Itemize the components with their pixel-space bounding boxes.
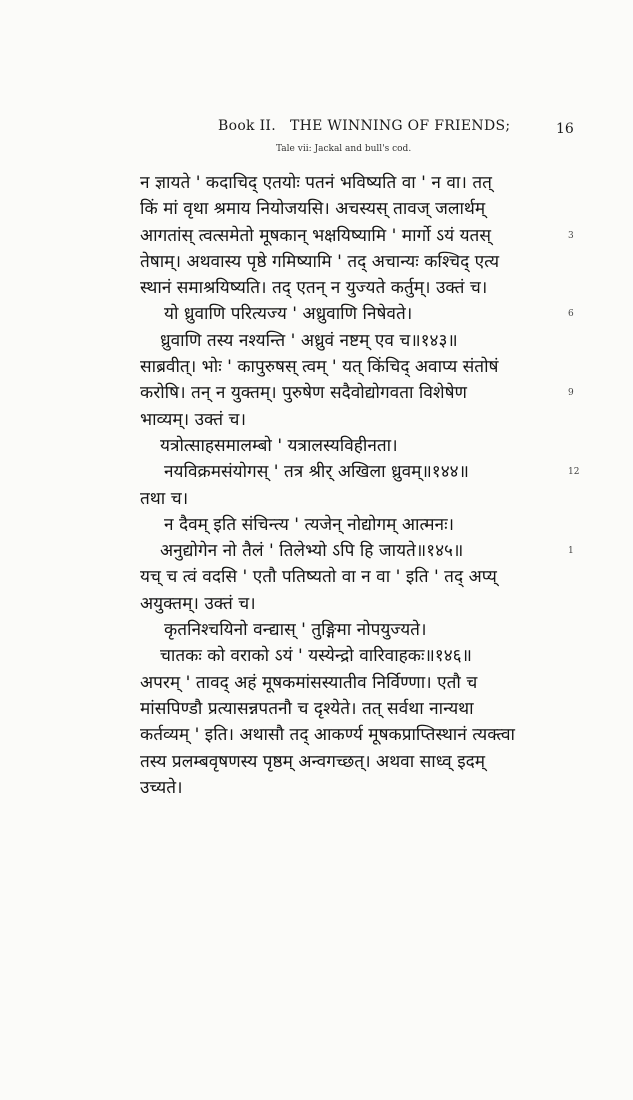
line-text: अपरम् ' तावद् अहं मूषकमांसस्यातीव निर्विण्णा। एतौ च bbox=[140, 672, 478, 693]
page-number: 16 bbox=[556, 121, 574, 137]
prose-line bbox=[140, 196, 570, 222]
prose-line bbox=[140, 564, 570, 590]
line-number-marker: 3 bbox=[568, 230, 574, 241]
line-text: साब्रवीत्। भोः ' कापुरुषस् त्वम् ' यत् किंचिद् अवाप्य संतोषं bbox=[140, 357, 499, 378]
verse-line bbox=[140, 617, 570, 643]
line-number-marker: 9 bbox=[568, 388, 574, 399]
prose-line bbox=[140, 670, 570, 696]
line-text: किं मां वृथा श्रमाय नियोजयसि। अचस्यस् तावज् जलार्थम् bbox=[140, 199, 486, 220]
line-number-marker: 6 bbox=[568, 309, 574, 320]
line-text: न ज्ञायते ' कदाचिद् एतयोः पतनं भविष्यति वा ' न वा। तत् bbox=[140, 173, 492, 193]
prose-line bbox=[140, 486, 570, 512]
prose-line bbox=[140, 249, 570, 275]
prose-line bbox=[140, 170, 570, 196]
line-number-marker: 1 bbox=[568, 546, 574, 557]
prose-line bbox=[140, 380, 574, 406]
prose-line bbox=[140, 696, 570, 722]
line-text: चातकः को वराको ऽयं ' यस्येन्द्रो वारिवाहकः॥१४६॥ bbox=[160, 646, 472, 667]
prose-line bbox=[140, 407, 570, 433]
line-text: तथा च। bbox=[140, 488, 189, 509]
verse-line bbox=[140, 433, 570, 459]
line-text: नयविक्रमसंयोगस् ' तत्र श्रीर् अखिला ध्रुवम्॥१४४॥ bbox=[164, 462, 469, 483]
line-text: स्थानं समाश्रयिष्यति। तद् एतन् न युज्यते कर्तुम्। उक्तं च। bbox=[140, 278, 488, 299]
line-text: मांसपिण्डौ प्रत्यासन्नपतनौ च दृश्येते। तत् सर्वथा नान्यथा bbox=[140, 698, 474, 719]
verse-line bbox=[140, 459, 580, 485]
sanskrit-text-body bbox=[140, 170, 580, 801]
line-text: न दैवम् इति संचिन्त्य ' त्यजेन् नोद्योगम् आत्मनः। bbox=[164, 514, 455, 535]
prose-line bbox=[140, 275, 570, 301]
prose-line bbox=[140, 591, 570, 617]
line-text: ध्रुवाणि तस्य नश्यन्ति ' अध्रुवं नष्टम् एव च॥१४३॥ bbox=[160, 330, 458, 351]
line-text: अनुद्योगेन नो तैलं ' तिलेभ्यो ऽपि हि जायते॥१४५॥ bbox=[160, 541, 464, 562]
verse-line bbox=[140, 301, 574, 327]
verse-line bbox=[140, 643, 570, 669]
line-text: तस्य प्रलम्बवृषणस्य पृष्ठम् अन्वगच्छत्। अथवा साध्व् इदम् bbox=[140, 751, 486, 772]
line-text: यत्रोत्साहसमालम्बो ' यत्रालस्यविहीनता। bbox=[160, 435, 398, 456]
line-text: कृतनिश्चयिनो वन्द्यास् ' तुङ्गिमा नोपयुज्यते। bbox=[164, 620, 427, 641]
prose-line bbox=[140, 775, 570, 801]
book-label: Book II. bbox=[218, 118, 276, 134]
line-text: अयुक्तम्। उक्तं च। bbox=[140, 593, 256, 614]
prose-line bbox=[140, 722, 570, 748]
line-text: यो ध्रुवाणि परित्यज्य ' अध्रुवाणि निषेवते। bbox=[164, 304, 413, 325]
prose-line bbox=[140, 749, 570, 775]
prose-line bbox=[140, 223, 574, 249]
line-text: आगतांस् त्वत्समेतो मूषकान् भक्षयिष्यामि ' मार्गो ऽयं यतस् bbox=[140, 225, 491, 246]
verse-line bbox=[140, 328, 570, 354]
line-text: तेषाम्। अथवास्य पृष्ठे गमिष्यामि ' तद् अचान्यः कश्चिद् एत्य bbox=[140, 251, 500, 272]
line-text: यच् च त्वं वदसि ' एतौ पतिष्यतो वा न वा ' इति ' तद् अप्य् bbox=[140, 567, 497, 588]
line-text: भाव्यम्। उक्तं च। bbox=[140, 409, 246, 430]
line-number-marker: 12 bbox=[568, 467, 580, 478]
running-header bbox=[218, 118, 518, 134]
prose-line bbox=[140, 354, 570, 380]
book-title: THE WINNING OF FRIENDS; bbox=[290, 118, 511, 134]
line-text: उच्यते। bbox=[140, 777, 183, 798]
tale-subtitle: Tale vii: Jackal and bull's cod. bbox=[276, 144, 412, 154]
line-text: करोषि। तन् न युक्तम्। पुरुषेण सदैवोद्योगवता विशेषेण bbox=[140, 383, 467, 404]
verse-line bbox=[140, 538, 574, 564]
verse-line bbox=[140, 512, 570, 538]
line-text: कर्तव्यम् ' इति। अथासौ तद् आकर्ण्य मूषकप्राप्तिस्थानं त्यक्त्वा bbox=[140, 725, 515, 746]
